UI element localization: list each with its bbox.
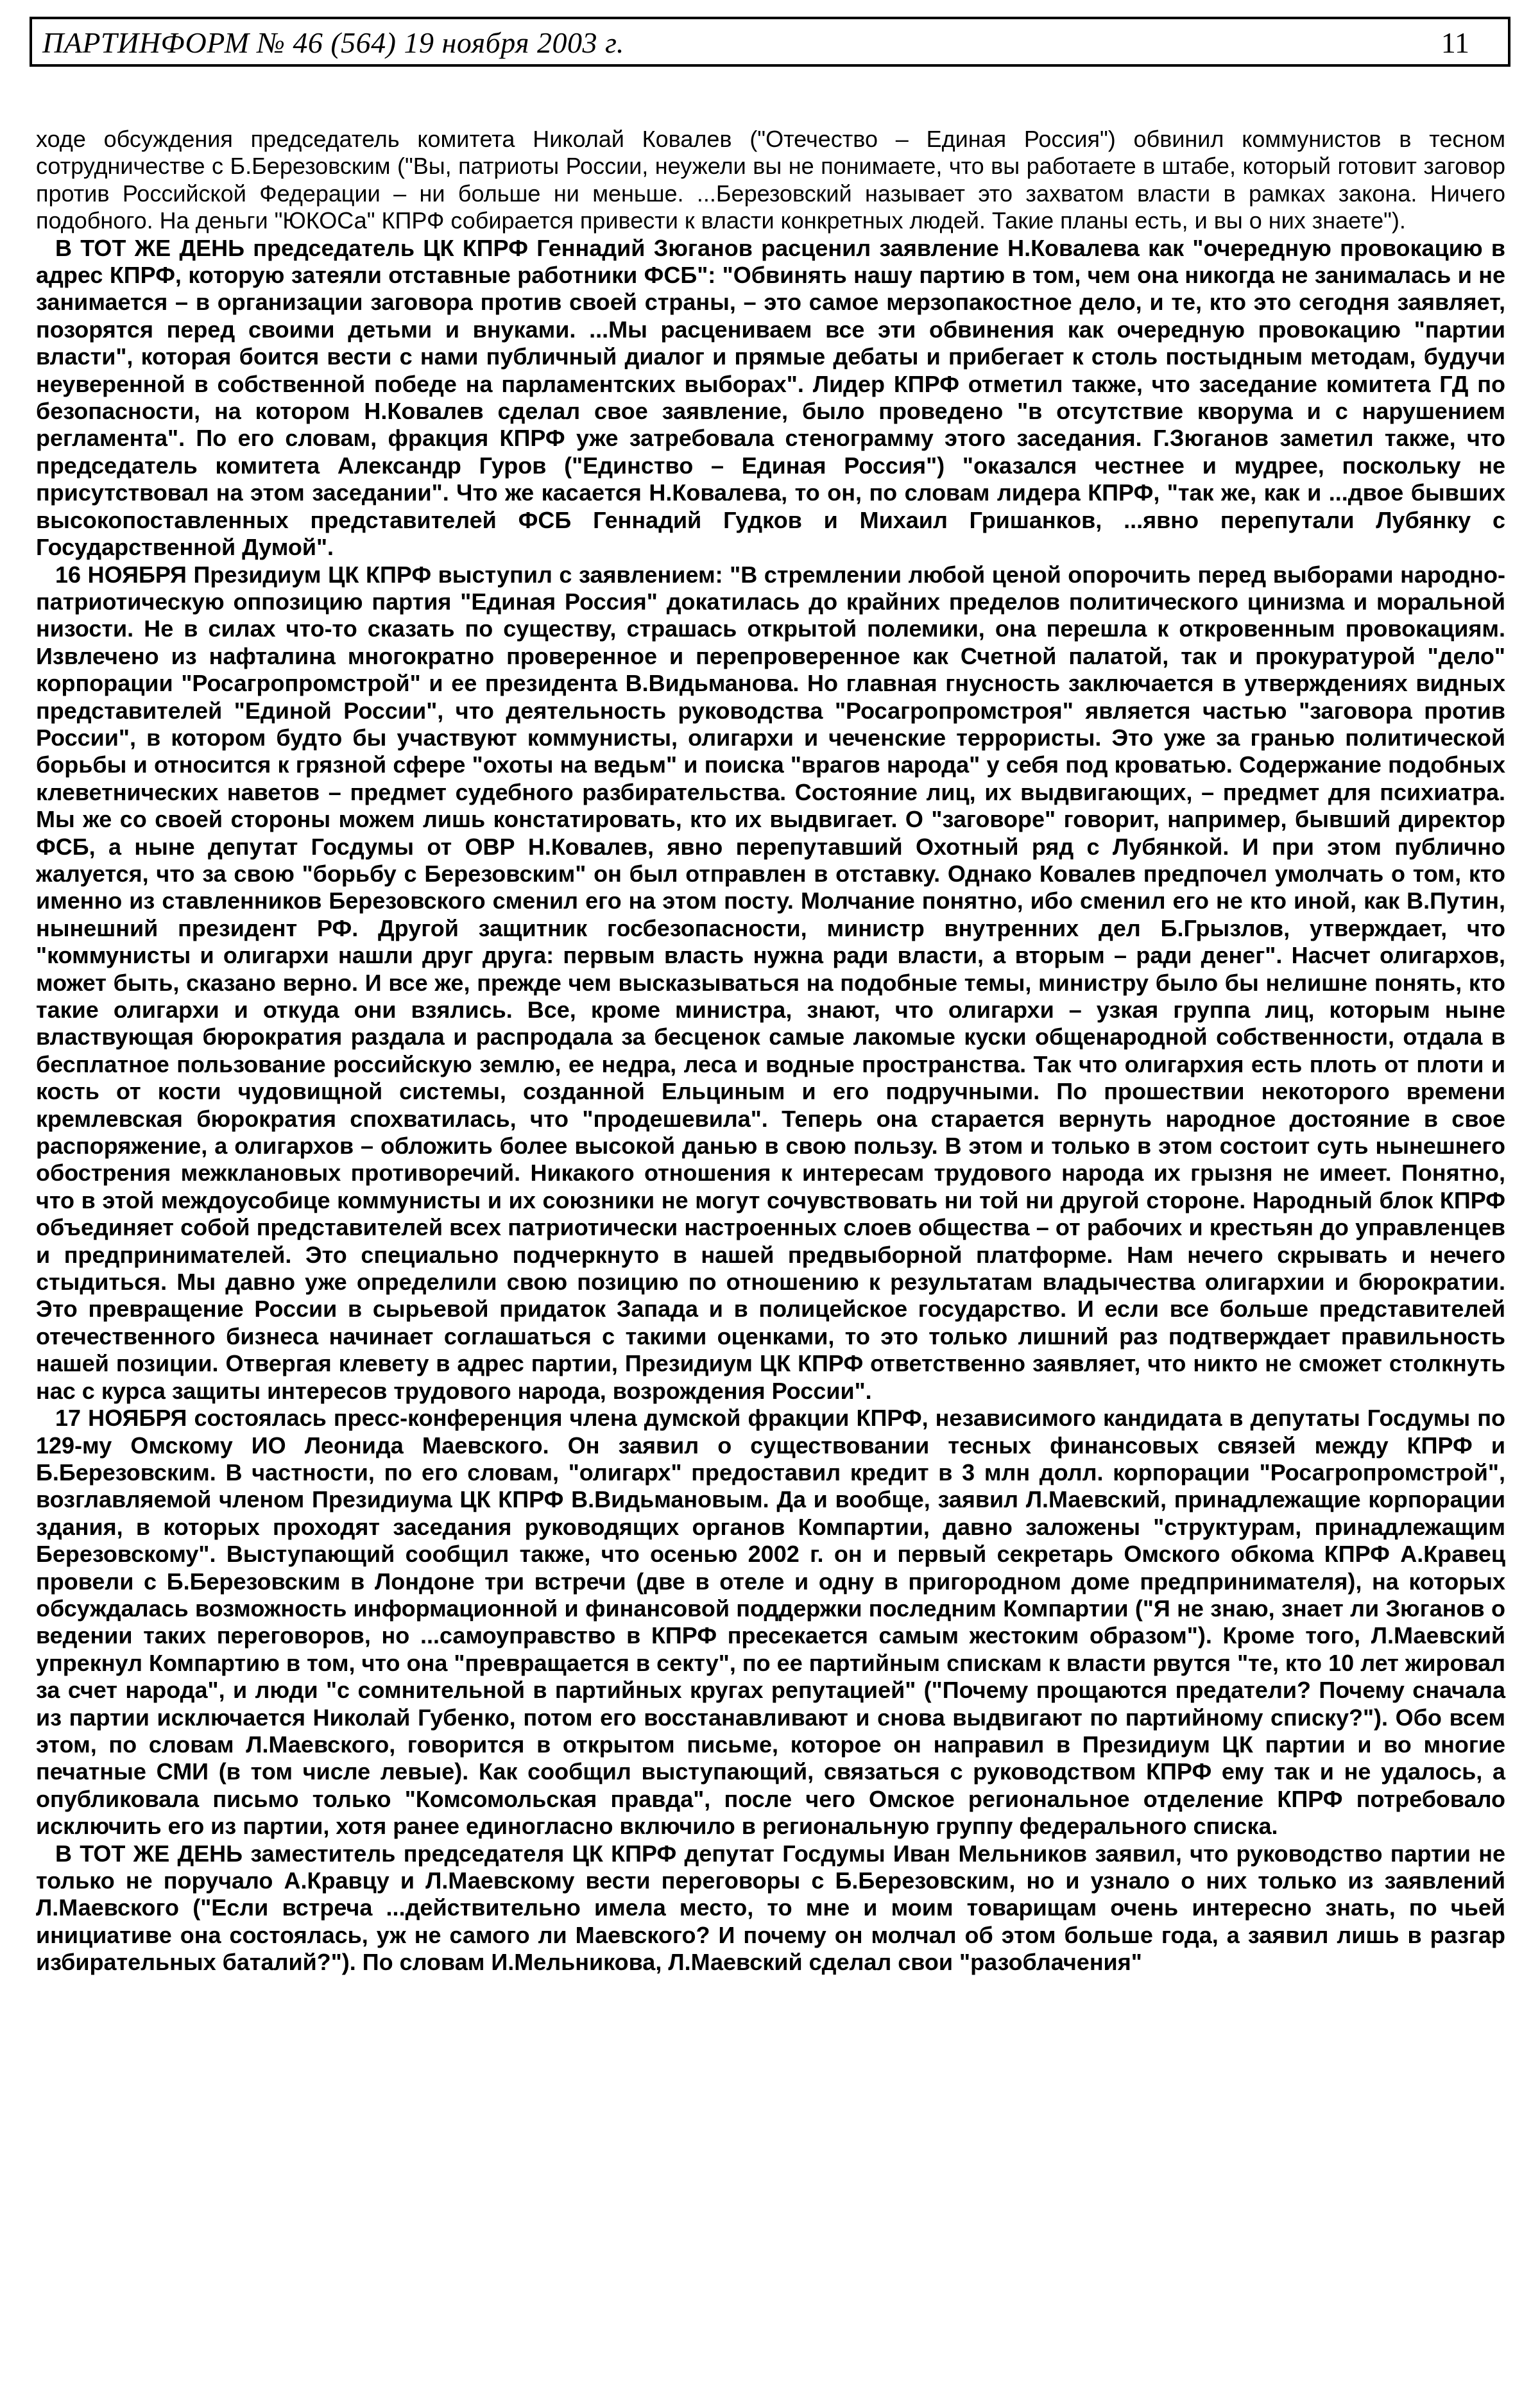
paragraph-continuation: ходе обсуждения председатель комитета Николай Ковалев ("Отечество – Единая Россия") обвинил коммунистов в тесном сотрудничестве с Б.Березовским ("Вы, патриоты России, неужели вы не понимаете, что вы работаете в штабе, который готовит заговор против Российской Федерации – ни больше ни меньше. ...Березовский называет это захватом власти в рамках закона. Ничего подобного. На деньги "ЮКОСа" КПРФ собирается привести к власти конкретных людей. Такие планы есть, и вы о них знаете").	[36, 126, 1505, 234]
newsletter-title: ПАРТИНФОРМ № 46 (564) 19 ноября 2003 г.	[42, 26, 624, 59]
paragraph-presidium-statement: 16 НОЯБРЯ Президиум ЦК КПРФ выступил с заявлением: "В стремлении любой ценой опорочить перед выборами народно-патриотическую оппозицию партия "Единая Россия" докатилась до крайних пределов политического цинизма и моральной низости. Не в силах что-то сказать по существу, страшась открытой полемики, она перешла к откровенным провокациям. Извлечено из нафталина многократно проверенное и перепроверенное как Счетной палатой, так и прокуратурой "дело" корпорации "Росагропромстрой" и ее президента В.Видьманова. Но главная гнусность заключается в утверждениях видных представителей "Единой России", что деятельность руководства "Росагропромстроя" является частью "заговора против России", в котором будто бы участвуют коммунисты, олигархи и чеченские террористы. Это уже за гранью политической борьбы и относится к грязной сфере "охоты на ведьм" и поиска "врагов народа" у себя под кроватью. Содержание подобных клеветнических наветов – предмет судебного разбирательства. Состояние лиц, их выдвигающих, – предмет для психиатра. Мы же со своей стороны можем лишь констатировать, кто их выдвигает. О "заговоре" говорит, например, бывший директор ФСБ, а ныне депутат Госдумы от ОВР Н.Ковалев, явно перепутавший Охотный ряд с Лубянкой. И при этом публично жалуется, что за свою "борьбу с Березовским" он был отправлен в отставку. Однако Ковалев предпочел умолчать о том, кто именно из ставленников Березовского сменил его на этом посту. Молчание понятно, ибо сменил его не кто иной, как В.Путин, нынешний президент РФ. Другой защитник госбезопасности, министр внутренних дел Б.Грызлов, утверждает, что "коммунисты и олигархи нашли друг друга: первым власть нужна ради власти, а вторым – ради денег". Насчет олигархов, может быть, сказано верно. И все же, прежде чем высказываться на подобные темы, министру было бы нелишне понять, кто такие олигархи и откуда они взялись. Все, кроме министра, знают, что олигархи – узкая группа лиц, которым ныне властвующая бюрократия раздала и распродала за бесценок самые лакомые куски общенародной собственности, отдала в бесплатное пользование российскую землю, ее недра, леса и водные пространства. Так что олигархия есть плоть от плоти и кость от кости чудовищной системы, созданной Ельциным и его подручными. По прошествии некоторого времени кремлевская бюрократия спохватилась, что "продешевила". Теперь она старается вернуть народное достояние в свое распоряжение, а олигархов – обложить более высокой данью в свою пользу. В этом и только в этом состоит суть нынешнего обострения межклановых противоречий. Никакого отношения к интересам трудового народа их грызня не имеет. Понятно, что в этой междоусобице коммунисты и их союзники не могут сочувствовать ни той ни другой стороне. Народный блок КПРФ объединяет собой представителей всех патриотически настроенных слоев общества – от рабочих и крестьян до управленцев и предпринимателей. Это специально подчеркнуто в нашей предвыборной платформе. Нам нечего скрывать и нечего стыдиться. Мы давно уже определили свою позицию по отношению к результатам владычества олигархии и бюрократии. Это превращение России в сырьевой придаток Запада и в полицейское государство. И если все больше представителей отечественного бизнеса начинает соглашаться с такими оценками, то это только лишний раз подтверждает правильность нашей позиции. Отвергая клевету в адрес партии, Президиум ЦК КПРФ ответственно заявляет, что никто не сможет столкнуть нас с курса защиты интересов трудового народа, возрождения России".	[36, 561, 1505, 1404]
article-body	[36, 126, 1505, 1976]
page-header	[30, 17, 1510, 67]
paragraph-zyuganov-statement: В ТОТ ЖЕ ДЕНЬ председатель ЦК КПРФ Геннадий Зюганов расценил заявление Н.Ковалева как "очередную провокацию в адрес КПРФ, которую затеяли отставные работники ФСБ": "Обвинять нашу партию в том, чем она никогда не занималась и не занимается – в организации заговора против своей страны, – это самое мерзопакостное дело, и те, кто это сегодня заявляет, позорятся перед своими детьми и внуками. ...Мы расцениваем все эти обвинения как очередную провокацию "партии власти", которая боится вести с нами публичный диалог и прямые дебаты и прибегает к столь постыдным методам, будучи неуверенной в собственной победе на парламентских выборах". Лидер КПРФ отметил также, что заседание комитета ГД по безопасности, на котором Н.Ковалев сделал свое заявление, было проведено "в отсутствие кворума и с нарушением регламента". По его словам, фракция КПРФ уже затребовала стенограмму этого заседания. Г.Зюганов заметил также, что председатель комитета Александр Гуров ("Единство – Единая Россия") "оказался честнее и мудрее, поскольку не присутствовал на этом заседании". Что же касается Н.Ковалева, то он, по словам лидера КПРФ, "так же, как и ...двое бывших высокопоставленных представителей ФСБ Геннадий Гудков и Михаил Гришанков, ...явно перепутали Лубянку с Государственной Думой".	[36, 234, 1505, 561]
paragraph-melnikov-statement: В ТОТ ЖЕ ДЕНЬ заместитель председателя ЦК КПРФ депутат Госдумы Иван Мельников заявил, что руководство партии не только не поручало А.Кравцу и Л.Маевскому вести переговоры с Б.Березовским, но и узнало о них только из заявлений Л.Маевского ("Если встреча ...действительно имела место, то мне и моим товарищам очень интересно знать, по чьей инициативе она состоялась, уж не самого ли Маевского? И почему он молчал об этом больше года, а заявил лишь в разгар избирательных баталий?"). По словам И.Мельникова, Л.Маевский сделал свои "разоблачения"	[36, 1840, 1505, 1976]
paragraph-maevsky-press-conference: 17 НОЯБРЯ состоялась пресс-конференция члена думской фракции КПРФ, независимого кандидата в депутаты Госдумы по 129-му Омскому ИО Леонида Маевского. Он заявил о существовании тесных финансовых связей между КПРФ и Б.Березовским. В частности, по его словам, "олигарх" предоставил кредит в 3 млн долл. корпорации "Росагропромстрой", возглавляемой членом Президиума ЦК КПРФ В.Видьмановым. Да и вообще, заявил Л.Маевский, принадлежащие корпорации здания, в которых проходят заседания руководящих органов Компартии, давно заложены "структурам, принадлежащим Березовскому". Выступающий сообщил также, что осенью 2002 г. он и первый секретарь Омского обкома КПРФ А.Кравец провели с Б.Березовским в Лондоне три встречи (две в отеле и одну в пригородном доме предпринимателя), на которых обсуждалась возможность информационной и финансовой поддержки последним Компартии ("Я не знаю, знает ли Зюганов о ведении таких переговоров, но ...самоуправство в КПРФ пресекается самым жестоким образом"). Кроме того, Л.Маевский упрекнул Компартию в том, что она "превращается в секту", по ее партийным спискам к власти рвутся "те, кто 10 лет жировал за счет народа", и люди "с сомнительной в партийных кругах репутацией" ("Почему прощаются предатели? Почему сначала из партии исключается Николай Губенко, потом его восстанавливают и снова выдвигают по партийному списку?"). Обо всем этом, по словам Л.Маевского, говорится в открытом письме, которое он направил в Президиум ЦК партии и во многие печатные СМИ (в том числе левые). Как сообщил выступающий, связаться с руководством КПРФ ему так и не удалось, а опубликовала письмо только "Комсомольская правда", после чего Омское региональное отделение КПРФ потребовало исключить его из партии, хотя ранее единогласно включило в региональную группу федерального списка.	[36, 1405, 1505, 1840]
page-number: 11	[1441, 26, 1469, 59]
